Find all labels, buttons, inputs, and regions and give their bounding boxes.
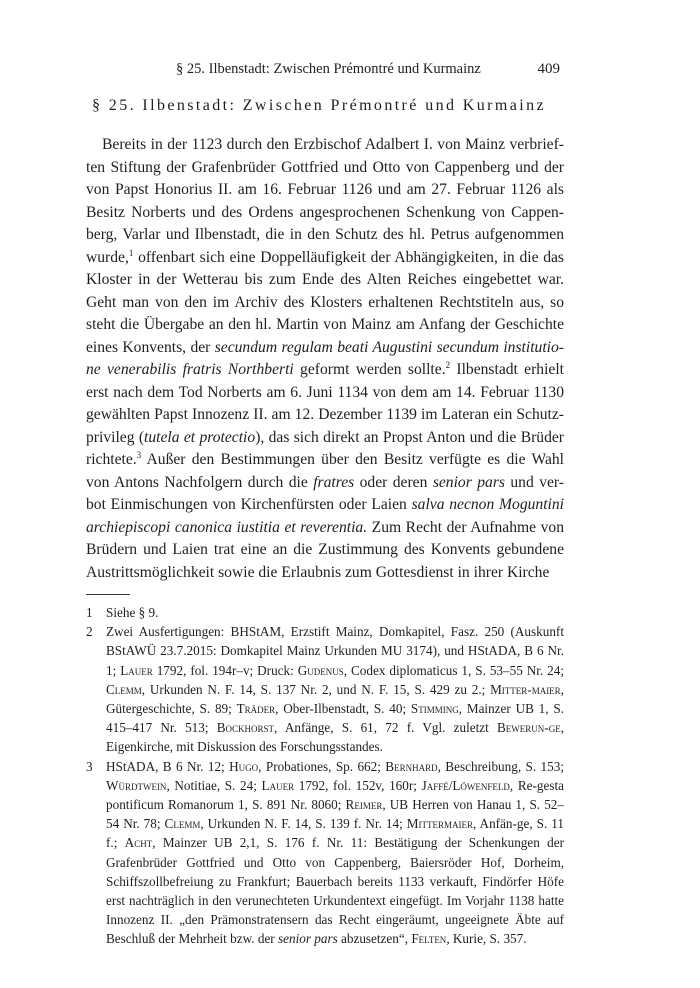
author-name: Bewerun-ge — [497, 720, 561, 736]
footnote-text: , Anfänge, S. 61, 72 f. Vgl. zuletzt — [274, 720, 498, 736]
author-name: Reimer — [345, 797, 383, 813]
latin-term: tutela et protectio — [144, 428, 256, 446]
text-run: oder deren — [354, 473, 433, 491]
book-page — [86, 58, 564, 949]
footnote-ref-1[interactable]: 1 — [128, 247, 134, 258]
footnote-text: , Re-gesta pontificum Romanorum 1, S. 891 Nr. 8060; — [106, 777, 564, 813]
author-name: Felten — [411, 931, 447, 947]
footnote-text: , Urkunden N. F. 14, S. 137 Nr. 2, und N. F. 15, S. 429 zu 2.; — [141, 681, 491, 697]
main-paragraph — [86, 134, 564, 584]
author-name: Clemm — [164, 816, 201, 832]
footnote-text: , Urkunden N. F. 14, S. 139 f. Nr. 14; — [200, 816, 407, 832]
author-name: Mittermaier — [406, 816, 473, 832]
author-name: Stimming — [410, 701, 459, 717]
footnote-number: 2 — [86, 624, 93, 640]
footnote-2 — [86, 622, 564, 756]
author-name: Mitter-maier — [490, 681, 561, 697]
footnote-text: , Anfän-ge, S. 11 f.; — [106, 816, 564, 851]
footnote-number: 1 — [86, 605, 93, 620]
footnote-text: , Codex diplomaticus 1, S. 53–55 Nr. 24; — [343, 662, 564, 678]
page-number: 409 — [537, 61, 560, 77]
footnote-text: 1792, fol. 194r–v; Druck: — [152, 662, 298, 678]
text-run: ), das sich direkt an Propst Anton und die Brüder richtete. — [86, 428, 564, 468]
author-name: Hugo — [229, 758, 259, 774]
latin-quote: secundum regulam beati Augustini secundum institutio-ne venerabilis fratris Northberti — [86, 338, 564, 378]
footnote-text: , Kurie, S. 357. — [446, 931, 527, 947]
footnote-text: 1792, fol. 152v, 160r; — [294, 777, 422, 793]
author-name: Jaffé/Löwenfeld — [421, 777, 510, 793]
author-name: Würdtwein — [106, 777, 167, 793]
text-run: Ilbenstadt erhielt erst nach dem Tod Norberts am 6. Juni 1134 von dem am 14. Februar 1130 gewählten Papst Innozenz II. am 12. Dezember 1139 im Lateran ein Schutz-privileg ( — [86, 361, 564, 446]
running-title: § 25. Ilbenstadt: Zwischen Prémontré und Kurmainz — [176, 61, 481, 77]
footnote-text: HStADA, B 6 Nr. 12; — [106, 758, 230, 774]
footnote-text: , UB Herren von Hanau 1, S. 52–54 Nr. 78; — [106, 797, 564, 832]
footnote-text: , Beschreibung, S. 153; — [437, 758, 564, 774]
footnote-ref-2[interactable]: 2 — [445, 359, 451, 370]
author-name: Bernhard — [385, 758, 438, 774]
latin-quote: salva necnon Moguntini archiepiscopi canonica iustitia et reverentia. — [86, 496, 564, 536]
running-header — [86, 58, 564, 80]
footnote-text: , Ober-Ilbenstadt, S. 40; — [275, 701, 411, 717]
latin-term: fratres — [313, 473, 355, 491]
text-run: Zum Recht der Aufnahme von Brüdern und Laien trat eine an die Zustimmung des Konvents gebundene Austrittsmöglichkeit sowie die Erlaubnis zum Gottesdienst in ihrer Kirche — [86, 518, 564, 581]
text-run: geformt werden sollte. — [293, 361, 446, 378]
footnote-number: 3 — [86, 758, 93, 774]
text-run: und ver-bot Einmischungen von Kirchenfürsten oder Laien — [86, 473, 564, 513]
footnote-text: , Probationes, Sp. 662; — [258, 758, 386, 774]
author-name: Clemm — [106, 681, 142, 697]
text-run: offenbart sich eine Doppelläufigkeit der Abhängigkeiten, in die das Kloster in der Wetterau bis zum Ende des Alten Reiches eingebettet war. Geht man von den im Archiv des Klosters erhaltenen Rechtstiteln aus, so steht die Übergabe an den hl. Martin von Mainz am Anfang der Geschichte eines Konvents, der — [86, 248, 564, 356]
footnote-3 — [86, 757, 564, 949]
footnote-text: , Mainzer UB 2,1, S. 176 f. Nr. 11: Bestätigung der Schenkungen der Grafenbrüder Gottfried und Otto von Cappenberg, Baiersröder Hof, Dorheim, Schiffszollbefreiung zu Frankfurt; Bauerbach bereits 1133 verkauft, Findörfer Höfe erst nachträglich in den verunechteten Urkundentext eingefügt. Im Vorjahr 1138 hatte Innozenz II. „den Prämonstratensern das Recht eingeräumt, ungeeignete Äbte auf Beschluß der Mehrheit bzw. der — [106, 835, 564, 947]
footnote-text: abzusetzen“, — [337, 931, 412, 947]
footnotes — [86, 603, 564, 949]
text-run: Bereits in der 1123 durch den Erzbischof Adalbert I. von Mainz verbrief-ten Stiftung der Grafenbrüder Gottfried und Otto von Cappenberg und der von Papst Honorius II. am 16. Februar 1126 und am 27. Februar 1126 als Besitz Norberts und des Ordens angesprochenen Schenkung von Cappen-berg, Varlar und Ilbenstadt, die in den Schutz des hl. Petrus aufgenommen wurde, — [86, 136, 564, 266]
footnote-text: Siehe § 9. — [106, 605, 159, 620]
footnote-text: , Eigenkirche, mit Diskussion des Forschungsstandes. — [106, 720, 564, 755]
author-name: Träder — [236, 701, 276, 717]
section-heading: § 25. Ilbenstadt: Zwischen Prémontré und Kurmainz — [92, 97, 546, 114]
latin-term: senior pars — [278, 931, 338, 947]
footnote-divider — [86, 594, 130, 595]
footnote-1 — [86, 603, 564, 622]
author-name: Lauer — [261, 777, 295, 793]
text-run: Außer den Bestimmungen über den Besitz verfügte es die Wahl von Antons Nachfolgern durch die — [86, 451, 564, 491]
footnote-text: Zwei Ausfertigungen: BHStAM, Erzstift Mainz, Domkapitel, Fasz. 250 (Auskunft BStAWÜ 23.7.2015: Domkapitel Mainz Urkunden MU 3174), und HStADA, B 6 Nr. 1; — [106, 624, 564, 678]
author-name: Gudenus — [297, 662, 344, 678]
footnote-text: , Notitiae, S. 24; — [166, 777, 262, 793]
latin-term: senior pars — [432, 473, 505, 491]
footnote-text: , Mainzer UB 1, S. 415–417 Nr. 513; — [106, 701, 564, 736]
footnote-text: , Gütergeschichte, S. 89; — [106, 681, 564, 717]
author-name: Acht — [124, 835, 153, 851]
author-name: Lauer — [120, 662, 153, 678]
author-name: Bockhorst — [216, 720, 275, 736]
footnote-ref-3[interactable]: 3 — [136, 449, 142, 460]
